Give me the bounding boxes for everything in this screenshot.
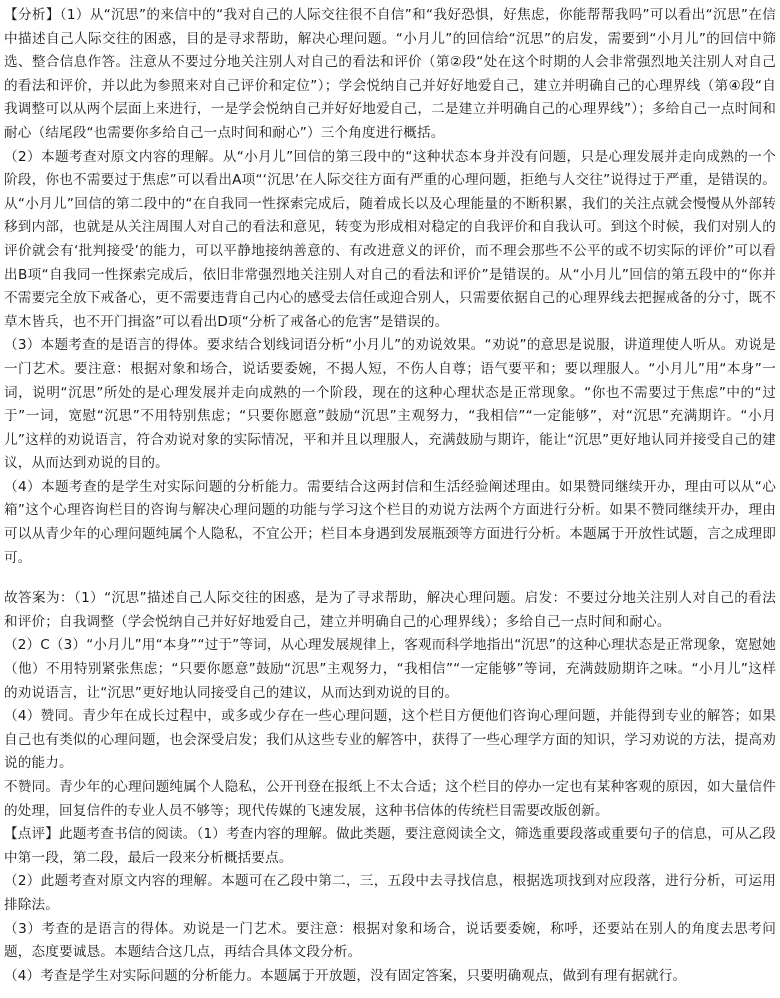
answer-q4-disagree: 不赞同。青少年的心理问题纯属个人隐私，公开刊登在报纸上不太合适；这个栏目的停办一定也有某种客观的原因，如大量信件的处理，回复信件的专业人员不够等；现代传媒的飞速发展，这种书信体的传统栏目需要改版创新。 bbox=[4, 779, 776, 819]
analysis-q4: （4）本题考查的是学生对实际问题的分析能力。需要结合这两封信和生活经验阐述理由。如果赞同继续开办，理由可以从“心箱”这个心理咨询栏目的咨询与解决心理问题的功能与学习这个栏目的劝说方法两个方面进行分析。如果不赞同继续开办，理由可以从青少年的心理问题纯属个人隐私，不宜公开；栏目本身遇到发展瓶颈等方面进行分析。本题属于开放性试题，言之成理即可。 bbox=[4, 478, 776, 566]
analysis-intro-q1: 【分析】（1）从“沉思”的来信中的“我对自己的人际交往很不自信”和“我好恐惧，好焦虑，你能帮帮我吗”可以看出“沉思”在信中描述自己人际交往的困惑，目的是寻求帮助，解决心理问题。“小月儿”的回信给“沉思”的启发，需要到“小月儿”的回信中筛选、整合信息作答。注意从不要过分地关注别人对自己的看法和评价（第②段“处在这个时期的人会非常强烈地关注别人对自己的看法和评价，并以此为参照来对自己评价和定位”）；学会悦纳自己并好好地爱自己，建立并明确自己的心理界线（第④段“自我调整可以从两个层面上来进行，一是学会悦纳自己并好好地爱自己，二是建立并明确自己的心理界线”）；多给自己一点时间和耐心（结尾段“也需要你多给自己一点时间和耐心”）三个角度进行概括。 bbox=[4, 7, 776, 141]
comment-intro-q1: 【点评】此题考查书信的阅读。（1）考查内容的理解。做此类题，要注意阅读全文，筛选重要段落或重要句子的信息，可从乙段中第一段，第二段，最后一段来分析概括要点。 bbox=[4, 826, 776, 866]
solution-document bbox=[4, 4, 776, 988]
comment-q3: （3）考查的是语言的得体。劝说是一门艺术。要注意：根据对象和场合，说话要委婉，称呼，还要站在别人的角度去思考问题，态度要诚恳。本题结合这几点，再结合具体文段分析。 bbox=[4, 920, 776, 961]
comment-q2: （2）此题考查对原文内容的理解。本题可在乙段中第二，三，五段中去寻找信息，根据选项找到对应段落，进行分析，可运用排除法。 bbox=[4, 873, 776, 913]
section-spacer bbox=[4, 570, 776, 587]
answer-q2-q3: （2）C（3）“小月儿”用“本身”“过于”等词，从心理发展规律上，客观而科学地指出“沉思”的这种心理状态是正常现象，宽慰她（他）不用特别紧张焦虑；“只要你愿意”鼓励“沉思”主观努力，“我相信”“一定能够”等词，充满鼓励期许之味。“小月儿”这样的劝说语言，让“沉思”更好地认同接受自己的建议，从而达到劝说的目的。 bbox=[4, 637, 776, 701]
comment-q4: （4）考查是学生对实际问题的分析能力。本题属于开放题，没有固定答案，只要明确观点，做到有理有据就行。 bbox=[4, 967, 687, 984]
answer-q4-agree: （4）赞同。青少年在成长过程中，或多或少存在一些心理问题，这个栏目方便他们咨询心理问题，并能得到专业的解答；如果自己也有类似的心理问题，也会深受启发；我们从这些专业的解答中，获得了一些心理学方面的知识，学习劝说的方法，提高劝说的能力。 bbox=[4, 708, 776, 772]
analysis-q3: （3）本题考查的是语言的得体。要求结合划线词语分析“小月儿”的劝说效果。“劝说”的意思是说服，讲道理使人听从。劝说是一门艺术。要注意：根据对象和场合，说话要委婉，不揭人短，不伤人自尊；语气要平和；要以理服人。“小月儿”用“本身”一词，说明“沉思”所处的是心理发展并走向成熟的一个阶段，现在的这种心理状态是正常现象。“你也不需要过于焦虑”中的“过于”一词，宽慰“沉思”不用特别焦虑；“只要你愿意”鼓励“沉思”主观努力，“我相信”“一定能够”，对“沉思”充满期许。“小月儿”这样的劝说语言，符合劝说对象的实际情况，平和并且以理服人，充满鼓励与期许，能让“沉思”更好地认同并接受自己的建议，从而达到劝说的目的。 bbox=[4, 337, 776, 472]
answer-q1: 故答案为：（1）“沉思”描述自己人际交往的困惑，是为了寻求帮助，解决心理问题。启发：不要过分地关注别人对自己的看法和评价；自我调整（学会悦纳自己并好好地爱自己，建立并明确自己的心理界线）；多给自己一点时间和耐心。 bbox=[4, 590, 776, 630]
analysis-q2: （2）本题考查对原文内容的理解。从“小月儿”回信的第三段中的“这种状态本身并没有问题，只是心理发展并走向成熟的一个阶段，你也不需要过于焦虑”可以看出A项“‘沉思’在人际交往方面有严重的心理问题，拒绝与人交往”说得过于严重，是错误的。从“小月儿”回信的第二段中的“在自我同一性探索完成后，随着成长以及心理能量的不断积累，我们的关注点就会慢慢从外部转移到内部，也就是从关注周围人对自己的看法和意见，转变为形成相对稳定的自我评价和自我认可。到这个时候，我们对别人的评价就会有‘批判接受’的能力，可以平静地接纳善意的、有改进意义的评价，而不理会那些不公平的或不切实际的评价”可以看出B项“自我同一性探索完成后，依旧非常强烈地关注别人对自己的看法和评价”是错误的。从“小月儿”回信的第五段中的“你并不需要完全放下戒备心，更不需要违背自己内心的感受去信任或迎合别人，只需要依据自己的心理界线去把握戒备的分寸，既不草木皆兵，也不开门揖盗”可以看出D项“分析了戒备心的危害”是错误的。 bbox=[4, 148, 776, 330]
